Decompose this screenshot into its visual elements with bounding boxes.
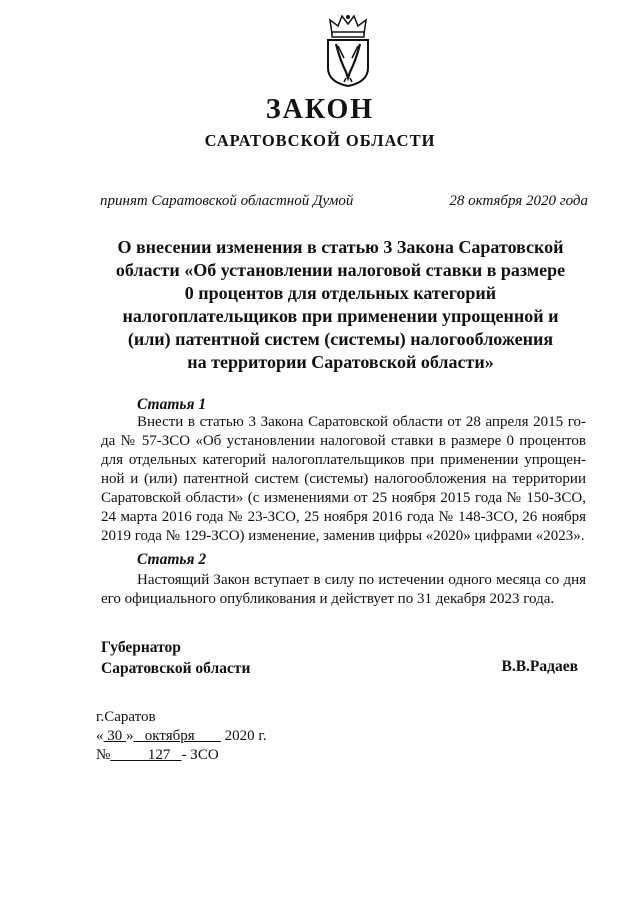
article-1-line: для отдельных категорий налогоплательщиков при применении упрощен-: [101, 452, 586, 468]
adopted-by: принят Саратовской областной Думой: [100, 193, 354, 209]
article-2-line: его официального опубликования и действует по 31 декабря 2023 года.: [101, 591, 555, 607]
governor-name: В.В.Радаев: [501, 658, 578, 675]
footer-city: г.Саратов: [96, 709, 156, 725]
registration-block: [96, 708, 267, 765]
document-heading: [88, 236, 593, 374]
article-1-line: Саратовской области» (с изменениями от 25 ноября 2015 года № 150-ЗСО,: [101, 490, 586, 506]
heading-line: (или) патентной систем (системы) налогообложения: [127, 329, 554, 349]
law-title: ЗАКОН: [265, 94, 375, 125]
footer-number: [96, 746, 267, 765]
article-1-line: 2019 года № 129-ЗСО) изменение, заменив цифры «2020» цифрами «2023».: [101, 528, 585, 544]
heading-line: налогоплательщиков при применении упрощенной и: [122, 306, 559, 326]
article-1-line: да № 57-ЗСО «Об установлении налоговой ставки в размере 0 процентов: [101, 433, 586, 449]
adopted-date: 28 октября 2020 года: [449, 193, 588, 209]
article-1-line: ной и (или) патентной систем (системы) налогообложения на территории: [101, 471, 586, 487]
heading-line: 0 процентов для отдельных категорий: [184, 283, 497, 303]
number-label: №: [96, 747, 111, 763]
article-2-line: Настоящий Закон вступает в силу по истечении одного месяца со дня: [137, 572, 586, 588]
law-subtitle: САРАТОВСКОЙ ОБЛАСТИ: [204, 131, 436, 150]
article-1-body: [101, 413, 586, 546]
article-1-line: Внести в статью 3 Закона Саратовской области от 28 апреля 2015 го-: [137, 414, 586, 430]
number-value: 127: [110, 747, 182, 763]
date-month: октября: [133, 728, 221, 744]
number-suffix: - ЗСО: [181, 747, 219, 763]
date-close-quote: »: [126, 728, 134, 744]
saratov-coat-of-arms-icon: [322, 12, 374, 88]
heading-line: О внесении изменения в статью 3 Закона Саратовской: [117, 237, 564, 257]
article-2-label: Статья 2: [137, 551, 207, 568]
heading-line: области «Об установлении налоговой ставки в размере: [115, 260, 566, 280]
heading-line: на территории Саратовской области»: [187, 352, 494, 372]
date-day: 30: [103, 728, 126, 744]
governor-title-line: Губернатор: [101, 639, 181, 656]
article-2-body: [101, 571, 586, 609]
article-1-label: Статья 1: [137, 396, 207, 413]
article-1-line: 24 марта 2016 года № 23-ЗСО, 25 ноября 2016 года № 148-ЗСО, 26 ноября: [101, 509, 586, 525]
date-year: 2020 г.: [220, 728, 267, 744]
governor-title-line: Саратовской области: [101, 660, 251, 677]
governor-title: [101, 637, 250, 679]
footer-date: [96, 727, 267, 746]
date-open-quote: «: [96, 728, 104, 744]
